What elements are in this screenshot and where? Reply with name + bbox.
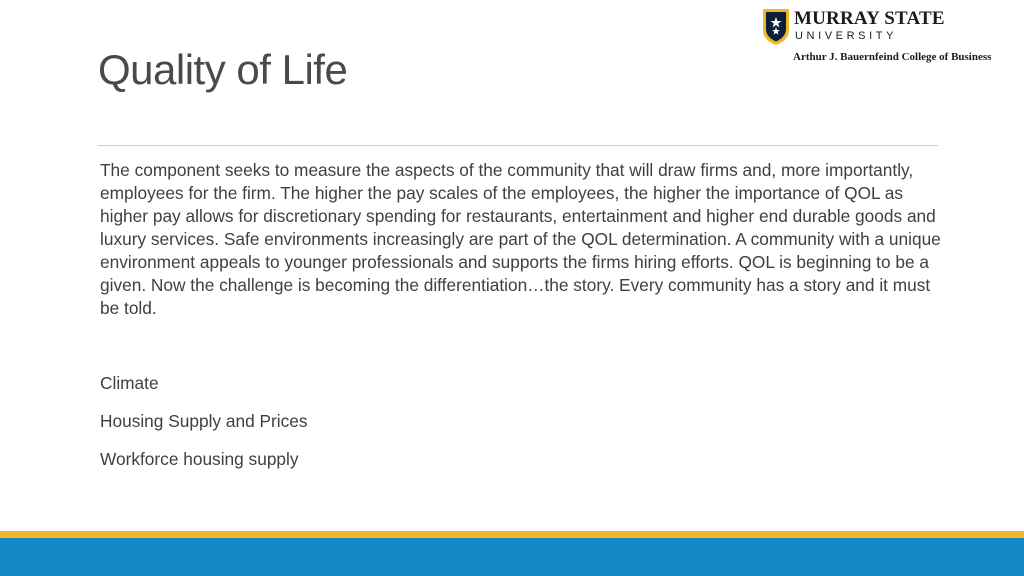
list-item-workforce-housing: Workforce housing supply [100, 449, 299, 469]
logo-subtitle: UNIVERSITY [795, 30, 898, 42]
list-item-housing-supply-prices: Housing Supply and Prices [100, 411, 308, 431]
title-divider [98, 145, 938, 146]
footer-blue-band [0, 538, 1024, 576]
footer-gold-band [0, 531, 1024, 538]
logo-college: Arthur J. Bauernfeind College of Business [793, 51, 992, 63]
body-paragraph: The component seeks to measure the aspects of the community that will draw firms and, more importantly, employees for the firm. The higher the pay scales of the employees, the higher the importance of QOL as higher pay allows for discretionary spending for restaurants, entertainment and higher end durable goods and luxury services. Safe environments increasingly are part of the QOL determination. A community with a unique environment appeals to younger professionals and supports the firms hiring efforts. QOL is beginning to be a given. Now the challenge is becoming the differentiation…the story. Every community has a story and it must be told. [100, 160, 941, 318]
list-item-climate: Climate [100, 373, 159, 393]
shield-icon [762, 8, 790, 46]
university-logo [760, 6, 1018, 66]
logo-name: MURRAY STATE [794, 8, 945, 29]
slide-title: Quality of Life [98, 46, 348, 93]
topic-list [100, 372, 308, 486]
